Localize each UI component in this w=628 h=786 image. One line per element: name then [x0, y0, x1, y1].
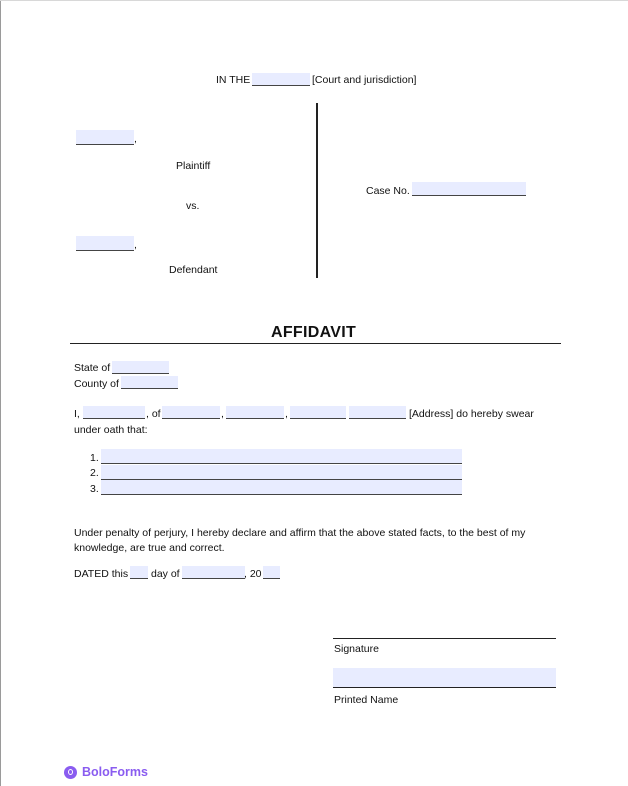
document-title: AFFIDAVIT	[271, 324, 357, 341]
title-rule	[70, 343, 561, 344]
statement-field-2[interactable]	[101, 465, 462, 480]
signature-label: Signature	[334, 643, 379, 655]
street-address-field[interactable]	[162, 406, 220, 419]
plaintiff-name-field[interactable]	[76, 130, 134, 145]
court-hint: [Court and jurisdiction]	[312, 74, 417, 86]
case-no-field[interactable]	[412, 182, 526, 196]
defendant-comma: ,	[134, 239, 137, 251]
printed-name-label: Printed Name	[334, 694, 399, 706]
boloforms-logo	[64, 765, 148, 779]
in-the-label: IN THE	[216, 74, 251, 86]
state-field[interactable]	[112, 361, 169, 374]
address-tail: [Address] do hereby swear	[409, 408, 534, 420]
dated-this-label: DATED this	[74, 568, 129, 580]
boloforms-logo-icon	[64, 766, 77, 779]
boloforms-brand-name: BoloForms	[82, 765, 148, 779]
affiant-name-field[interactable]	[83, 406, 145, 419]
vs-label: vs.	[186, 200, 200, 212]
year-prefix: , 20	[244, 568, 262, 580]
county-label: County of	[74, 378, 119, 390]
page-left-edge	[0, 0, 1, 786]
defendant-name-field[interactable]	[76, 236, 134, 251]
caption-divider	[316, 103, 318, 278]
state-address-field[interactable]	[290, 406, 346, 419]
plaintiff-comma: ,	[134, 133, 137, 145]
statement-field-3[interactable]	[101, 480, 462, 495]
plaintiff-label: Plaintiff	[176, 160, 211, 172]
statement-number-2: 2.	[90, 467, 99, 479]
defendant-label: Defendant	[169, 264, 218, 276]
declaration-line-2: knowledge, are true and correct.	[74, 542, 225, 554]
declaration-line-1: Under penalty of perjury, I hereby declare and affirm that the above stated facts, to the best of my	[74, 527, 526, 539]
address-comma-1: ,	[221, 408, 224, 420]
day-of-label: day of	[151, 568, 180, 580]
statement-number-3: 3.	[90, 483, 99, 495]
statement-number-1: 1.	[90, 452, 99, 464]
i-label: I,	[74, 408, 80, 420]
county-field[interactable]	[121, 376, 178, 389]
court-field[interactable]	[252, 73, 310, 86]
statement-field-1[interactable]	[101, 449, 462, 464]
month-field[interactable]	[182, 566, 245, 579]
city-field[interactable]	[226, 406, 284, 419]
address-comma-2: ,	[285, 408, 288, 420]
under-oath-line: under oath that:	[74, 424, 148, 436]
printed-name-field[interactable]	[333, 668, 556, 688]
page-top-edge	[0, 0, 628, 1]
of-label: , of	[146, 408, 161, 420]
signature-line	[333, 638, 556, 639]
case-no-label: Case No.	[366, 185, 410, 197]
state-label: State of	[74, 362, 111, 374]
day-field[interactable]	[130, 566, 148, 579]
zip-field[interactable]	[349, 406, 406, 419]
year-field[interactable]	[263, 566, 280, 579]
